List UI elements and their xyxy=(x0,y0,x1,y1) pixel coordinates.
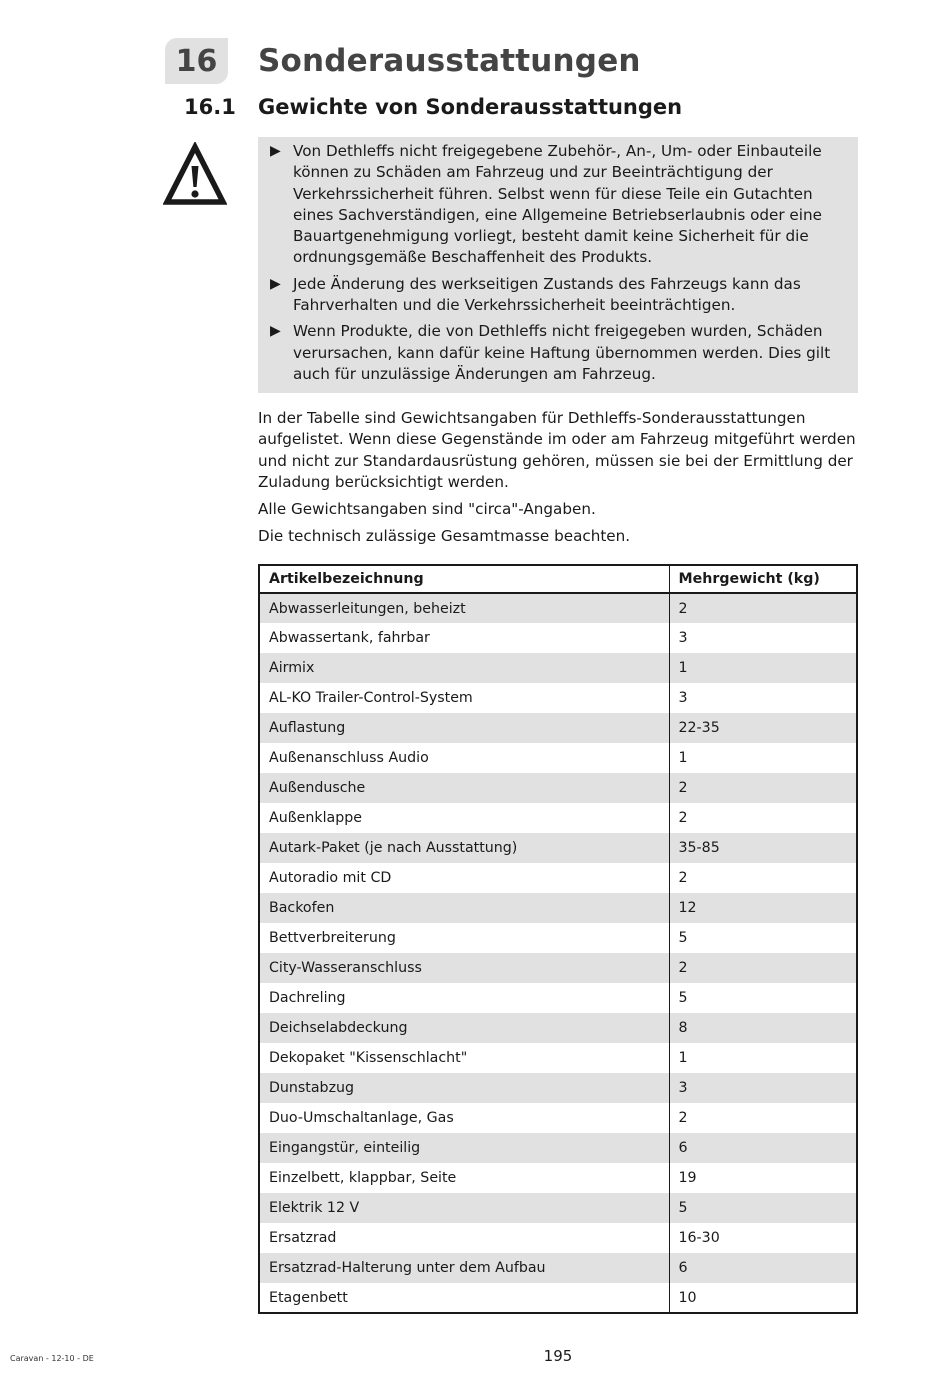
intro-paragraph: In der Tabelle sind Gewichtsangaben für Dethleffs-Sonderausstattungen aufgelistet. Wenn diese Gegenstände im oder am Fahrzeug mitgeführt werden und nicht zur Standardausrüstung gehören, müssen sie bei der Ermittlung der Zuladung berücksichtigt werden. xyxy=(258,409,856,491)
weight-cell: 2 xyxy=(678,810,688,826)
item-name-cell: Dekopaket "Kissenschlacht" xyxy=(259,1043,669,1073)
warning-triangle-icon xyxy=(163,142,227,206)
item-name-cell: Backofen xyxy=(259,893,669,923)
item-name-cell: Außendusche xyxy=(259,773,669,803)
weight-cell: 6 xyxy=(669,1253,857,1283)
table-row xyxy=(259,1103,857,1133)
warning-text: Jede Änderung des werkseitigen Zustands des Fahrzeugs kann das Fahrverhalten und die Verkehrssicherheit beeinträchtigen. xyxy=(293,274,801,315)
table-row xyxy=(259,1073,857,1103)
item-name-cell: Dunstabzug xyxy=(259,1073,669,1103)
table-row xyxy=(259,923,857,953)
table-row xyxy=(259,893,857,923)
item-name-cell: Elektrik 12 V xyxy=(259,1193,669,1223)
weight-cell: 16-30 xyxy=(678,1230,720,1246)
table-row xyxy=(259,1043,857,1073)
table-row xyxy=(259,1013,857,1043)
weight-cell: 2 xyxy=(669,773,857,803)
intro-text xyxy=(258,408,858,554)
table-row xyxy=(259,653,857,683)
weight-cell: 3 xyxy=(669,1073,857,1103)
table-row xyxy=(259,1193,857,1223)
page-number: 195 xyxy=(543,1347,573,1365)
table-row xyxy=(259,773,857,803)
warning-text: Von Dethleffs nicht freigegebene Zubehör-, An-, Um- oder Einbauteile können zu Schäden am Fahrzeug und zur Beeinträchtigung der Verkehrssicherheit führen. Selbst wenn für diese Teile ein Gutachten eines Sachverständigen, eine Allgemeine Betriebserlaubnis oder eine Bauartgenehmigung vorliegt, besteht damit keine Sicherheit für die ordnungsgemäße Beschaffenheit des Produkts. xyxy=(293,142,822,267)
weight-cell: 2 xyxy=(669,593,857,623)
item-name-cell: Dachreling xyxy=(259,983,669,1013)
weight-cell: 12 xyxy=(669,893,857,923)
weight-cell: 3 xyxy=(678,690,688,706)
item-name-cell: Duo-Umschaltanlage, Gas xyxy=(259,1103,669,1133)
chapter-title: Sonderausstattungen xyxy=(258,43,641,79)
table-row xyxy=(259,1223,857,1253)
table-row xyxy=(259,1283,857,1313)
weight-cell: 8 xyxy=(669,1013,857,1043)
item-name-cell: Auflastung xyxy=(259,713,669,743)
item-name-cell: Airmix xyxy=(259,653,669,683)
table-row xyxy=(259,743,857,773)
intro-paragraph: Alle Gewichtsangaben sind "circa"-Angaben. xyxy=(258,500,596,519)
item-name-cell: Ersatzrad-Halterung unter dem Aufbau xyxy=(259,1253,669,1283)
arrow-bullet-icon: ▶ xyxy=(270,323,281,340)
footer-document-code: Caravan - 12-10 - DE xyxy=(10,1354,94,1363)
weight-cell: 5 xyxy=(678,990,688,1006)
arrow-bullet-icon: ▶ xyxy=(270,275,281,292)
table-row xyxy=(259,803,857,833)
weight-cell: 2 xyxy=(678,870,688,886)
weight-cell: 6 xyxy=(669,1133,857,1163)
weight-cell: 2 xyxy=(678,1110,688,1126)
weight-cell: 5 xyxy=(669,1193,857,1223)
weight-cell: 2 xyxy=(669,953,857,983)
weight-cell: 5 xyxy=(678,930,688,946)
column-header: Mehrgewicht (kg) xyxy=(669,565,857,593)
section-title: Gewichte von Sonderausstattungen xyxy=(258,95,683,119)
table-row xyxy=(259,953,857,983)
weight-cell: 1 xyxy=(669,653,857,683)
warning-text: Wenn Produkte, die von Dethleffs nicht freigegeben wurden, Schäden verursachen, kann dafür keine Haftung übernommen werden. Dies gilt auch für unzulässige Änderungen am Fahrzeug. xyxy=(293,322,831,383)
table-row xyxy=(259,623,857,653)
table-row xyxy=(259,1133,857,1163)
item-name-cell: Autark-Paket (je nach Ausstattung) xyxy=(259,833,669,863)
chapter-number: 16 xyxy=(165,38,228,84)
item-name-cell: Außenklappe xyxy=(259,803,669,833)
item-name-cell: City-Wasseranschluss xyxy=(259,953,669,983)
item-name-cell: AL-KO Trailer-Control-System xyxy=(259,683,669,713)
weight-cell: 35-85 xyxy=(669,833,857,863)
section-number: 16.1 xyxy=(184,95,236,119)
item-name-cell: Abwasserleitungen, beheizt xyxy=(259,593,669,623)
weight-cell: 10 xyxy=(678,1289,697,1306)
table-header-row xyxy=(259,565,857,593)
table-row xyxy=(259,833,857,863)
item-name-cell: Autoradio mit CD xyxy=(259,863,669,893)
item-name-cell: Ersatzrad xyxy=(259,1223,669,1253)
table-row xyxy=(259,713,857,743)
item-name-cell: Etagenbett xyxy=(259,1283,669,1313)
warning-item xyxy=(270,274,846,317)
item-name-cell: Eingangstür, einteilig xyxy=(259,1133,669,1163)
table-row xyxy=(259,1163,857,1193)
item-name-cell: Abwassertank, fahrbar xyxy=(259,623,669,653)
weight-cell: 1 xyxy=(678,1050,688,1066)
item-name-cell: Deichselabdeckung xyxy=(259,1013,669,1043)
table-row xyxy=(259,863,857,893)
intro-paragraph: Die technisch zulässige Gesamtmasse beachten. xyxy=(258,527,631,546)
column-header: Artikelbezeichnung xyxy=(259,565,669,593)
item-name-cell: Außenanschluss Audio xyxy=(259,743,669,773)
table-row xyxy=(259,593,857,623)
weight-cell: 3 xyxy=(678,630,688,646)
warning-item xyxy=(270,321,846,385)
weight-cell: 19 xyxy=(678,1170,697,1186)
weight-cell: 22-35 xyxy=(669,713,857,743)
warning-item xyxy=(270,141,846,269)
table-row xyxy=(259,983,857,1013)
item-name-cell: Bettverbreiterung xyxy=(259,923,669,953)
item-name-cell: Einzelbett, klappbar, Seite xyxy=(259,1163,669,1193)
weight-cell: 1 xyxy=(678,750,688,766)
arrow-bullet-icon: ▶ xyxy=(270,143,281,159)
warning-box xyxy=(258,137,858,393)
table-row xyxy=(259,1253,857,1283)
weights-table xyxy=(258,564,858,1314)
table-row xyxy=(259,683,857,713)
